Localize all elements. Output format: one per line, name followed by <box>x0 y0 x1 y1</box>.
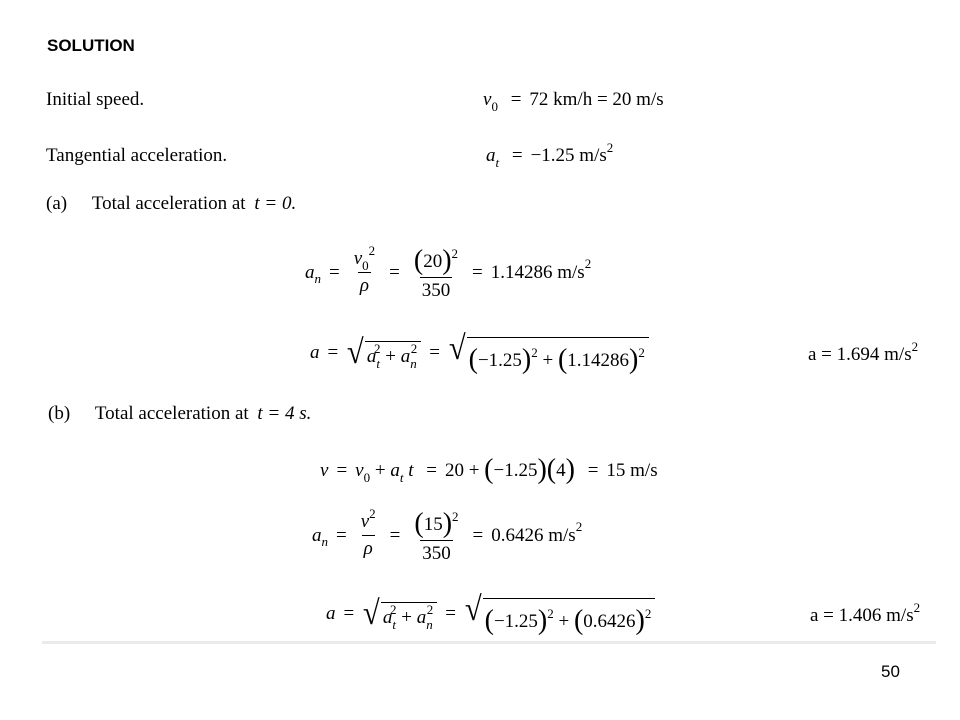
tangential-subscript: t <box>495 155 500 170</box>
part-a-label: Total acceleration at <box>91 193 246 214</box>
tangential-symbol: a <box>486 145 496 166</box>
part-b-header <box>48 403 311 425</box>
initial-speed-label: Initial speed. <box>46 89 145 110</box>
part-a-normal-accel-eq: a n = $\frac{v_0^2}{\rho}$ = $\frac{(20)^2}{350}$ = 1.14286 m/s 2 <box>305 242 592 301</box>
tangential-equation: $a_t = -1.25$ $m/s^2$ <box>486 140 614 170</box>
footer-divider <box>42 641 936 644</box>
tangential-exponent: 2 <box>606 140 614 155</box>
initial-speed-value: 72 km/h = 20 m/s <box>529 89 664 110</box>
part-a-condition: t = 0. <box>254 193 297 214</box>
part-b-velocity-eq: $v = v_0 + a_t$ t = 20 + (−1.25)(4) = 15 m/s <box>320 454 658 485</box>
initial-speed-symbol: v <box>483 89 492 110</box>
initial-speed-subscript: 0 <box>491 99 498 114</box>
part-b-velocity-result: 15 m/s <box>606 460 658 481</box>
part-b-normal-accel-result: 0.6426 m/s <box>491 524 576 546</box>
part-a-total-accel-eq: a = √ $a_t^2 + a_n^2$ = √ $(-1.25)^2 + (1.14286)^2$ <box>310 332 649 374</box>
part-b-frac-2: $\frac{(15)^2}{350}$ <box>414 508 459 564</box>
part-b-tag: (b) <box>48 403 71 424</box>
page-number: 50 <box>881 662 900 681</box>
part-a-answer: a = 1.694 $m/s^2$ <box>808 339 919 365</box>
tangential-value: −1.25 m/s <box>530 145 607 166</box>
tangential-label: Tangential acceleration. <box>46 145 228 166</box>
part-b-total-accel-eq: a = √ $a_t^2 + a_n^2$ = √ $(-1.25)^2 + (0.6426)^2$ <box>326 593 655 635</box>
initial-speed-equation: $v_0 = 72$ km/h = 20 m/s <box>483 89 664 114</box>
part-a-frac-2: $\frac{(20)^2}{350}$ <box>413 245 459 301</box>
part-a-header <box>46 193 296 215</box>
solution-heading: SOLUTION <box>47 36 135 55</box>
part-b-normal-accel-eq: a n = $\frac{v^2}{\rho}$ = $\frac{(15)^2}{350}$ = 0.6426 m/s 2 <box>312 505 583 564</box>
part-b-condition: t = 4 s. <box>257 403 312 424</box>
part-b-answer: a = 1.406 $m/s^2$ <box>810 600 921 626</box>
part-b-label: Total acceleration at <box>94 403 249 424</box>
part-a-normal-accel-result: 1.14286 m/s <box>490 261 585 283</box>
part-b-frac-1: $\frac{v^2}{\rho}$ <box>360 505 376 559</box>
part-a-tag: (a) <box>46 193 68 214</box>
part-a-frac-1: $\frac{v_0^2}{\rho}$ <box>353 242 376 296</box>
